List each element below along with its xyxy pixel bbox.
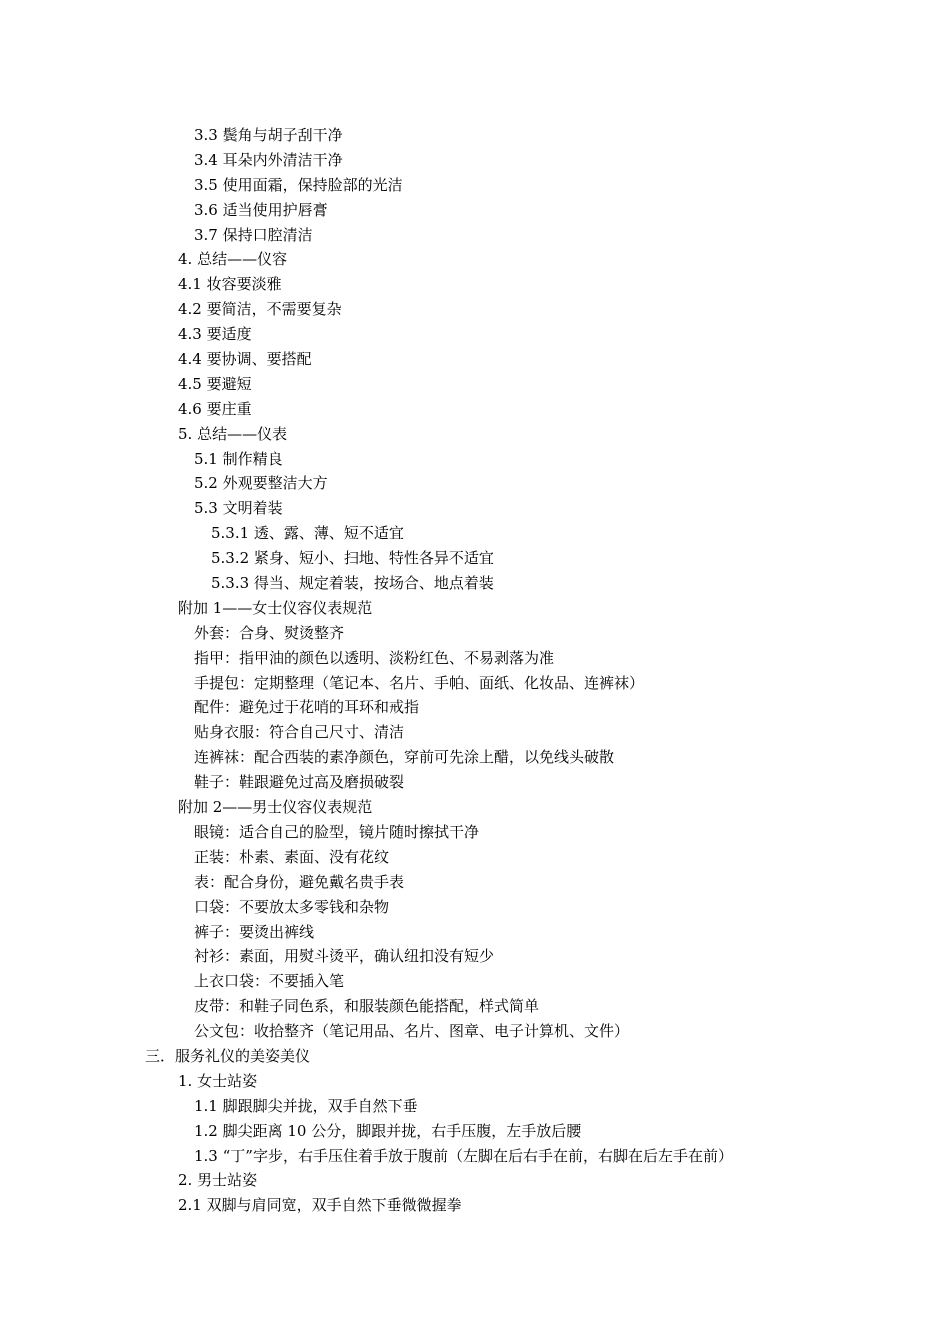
text-line: 连裤袜：配合西装的素净颜色，穿前可先涂上醋，以免线头破散 [194, 748, 615, 767]
text-line: 裤子：要烫出裤线 [194, 922, 315, 941]
text-line: 1.3 “丁”字步，右手压住着手放于腹前（左脚在后右手在前，右脚在后左手在前） [194, 1146, 733, 1165]
text-line: 4.6 要庄重 [178, 399, 252, 418]
text-line: 5. 总结——仪表 [178, 424, 288, 443]
text-line: 外套：合身、熨烫整齐 [194, 623, 345, 642]
text-line: 1. 女士站姿 [178, 1071, 258, 1090]
text-line: 衬衫：素面，用熨斗烫平，确认纽扣没有短少 [194, 947, 495, 966]
text-line: 指甲：指甲油的颜色以透明、淡粉红色、不易剥落为准 [194, 648, 555, 667]
text-line: 附加 1——女士仪容仪表规范 [178, 598, 373, 617]
text-line: 鞋子：鞋跟避免过高及磨损破裂 [194, 773, 405, 792]
text-line: 2. 男士站姿 [178, 1171, 258, 1190]
text-line: 5.3.1 透、露、薄、短不适宜 [211, 524, 404, 543]
text-line: 3.6 适当使用护唇膏 [194, 200, 328, 219]
text-line: 1.1 脚跟脚尖并拢，双手自然下垂 [194, 1096, 418, 1115]
text-line: 正装：朴素、素面、没有花纹 [194, 847, 390, 866]
text-line: 公文包：收拾整齐（笔记用品、名片、图章、电子计算机、文件） [194, 1022, 630, 1041]
text-line: 上衣口袋：不要插入笔 [194, 972, 345, 991]
text-line: 手提包：定期整理（笔记本、名片、手帕、面纸、化妆品、连裤袜） [194, 673, 645, 692]
text-line: 4.4 要协调、要搭配 [178, 350, 312, 369]
text-line: 眼镜：适合自己的脸型，镜片随时擦拭干净 [194, 822, 480, 841]
text-line: 5.3 文明着装 [194, 499, 283, 518]
document-page [0, 123, 950, 1218]
text-line: 5.3.3 得当、规定着装，按场合、地点着装 [211, 574, 494, 593]
text-line: 5.1 制作精良 [194, 449, 283, 468]
text-line: 1.2 脚尖距离 10 公分，脚跟并拢，右手压腹，左手放后腰 [194, 1121, 582, 1140]
text-line: 4.5 要避短 [178, 374, 252, 393]
text-line: 附加 2——男士仪容仪表规范 [178, 798, 373, 817]
text-line: 4.2 要简洁，不需要复杂 [178, 300, 342, 319]
text-line: 2.1 双脚与肩同宽，双手自然下垂微微握拳 [178, 1196, 462, 1215]
text-line: 4.1 妆容要淡雅 [178, 275, 282, 294]
text-line: 3.3 鬓角与胡子刮干净 [194, 126, 343, 144]
text-line: 3.4 耳朵内外清洁干净 [194, 150, 343, 169]
text-line: 5.3.2 紧身、短小、扫地、特性各异不适宜 [211, 549, 494, 568]
text-line: 表：配合身份，避免戴名贵手表 [194, 872, 405, 891]
text-line: 4.3 要适度 [178, 325, 252, 344]
text-line: 5.2 外观要整洁大方 [194, 474, 328, 493]
text-line: 口袋：不要放太多零钱和杂物 [194, 897, 390, 916]
text-line: 3.5 使用面霜，保持脸部的光洁 [194, 175, 403, 194]
text-line: 4. 总结——仪容 [178, 250, 288, 269]
section-heading: 三．服务礼仪的美姿美仪 [145, 1046, 311, 1065]
text-body [0, 123, 950, 1218]
text-line: 配件：避免过于花哨的耳环和戒指 [194, 698, 420, 717]
text-line: 3.7 保持口腔清洁 [194, 225, 313, 244]
text-line: 贴身衣服：符合自己尺寸、清洁 [194, 723, 405, 742]
text-line: 皮带：和鞋子同色系，和服装颜色能搭配，样式简单 [194, 997, 540, 1016]
